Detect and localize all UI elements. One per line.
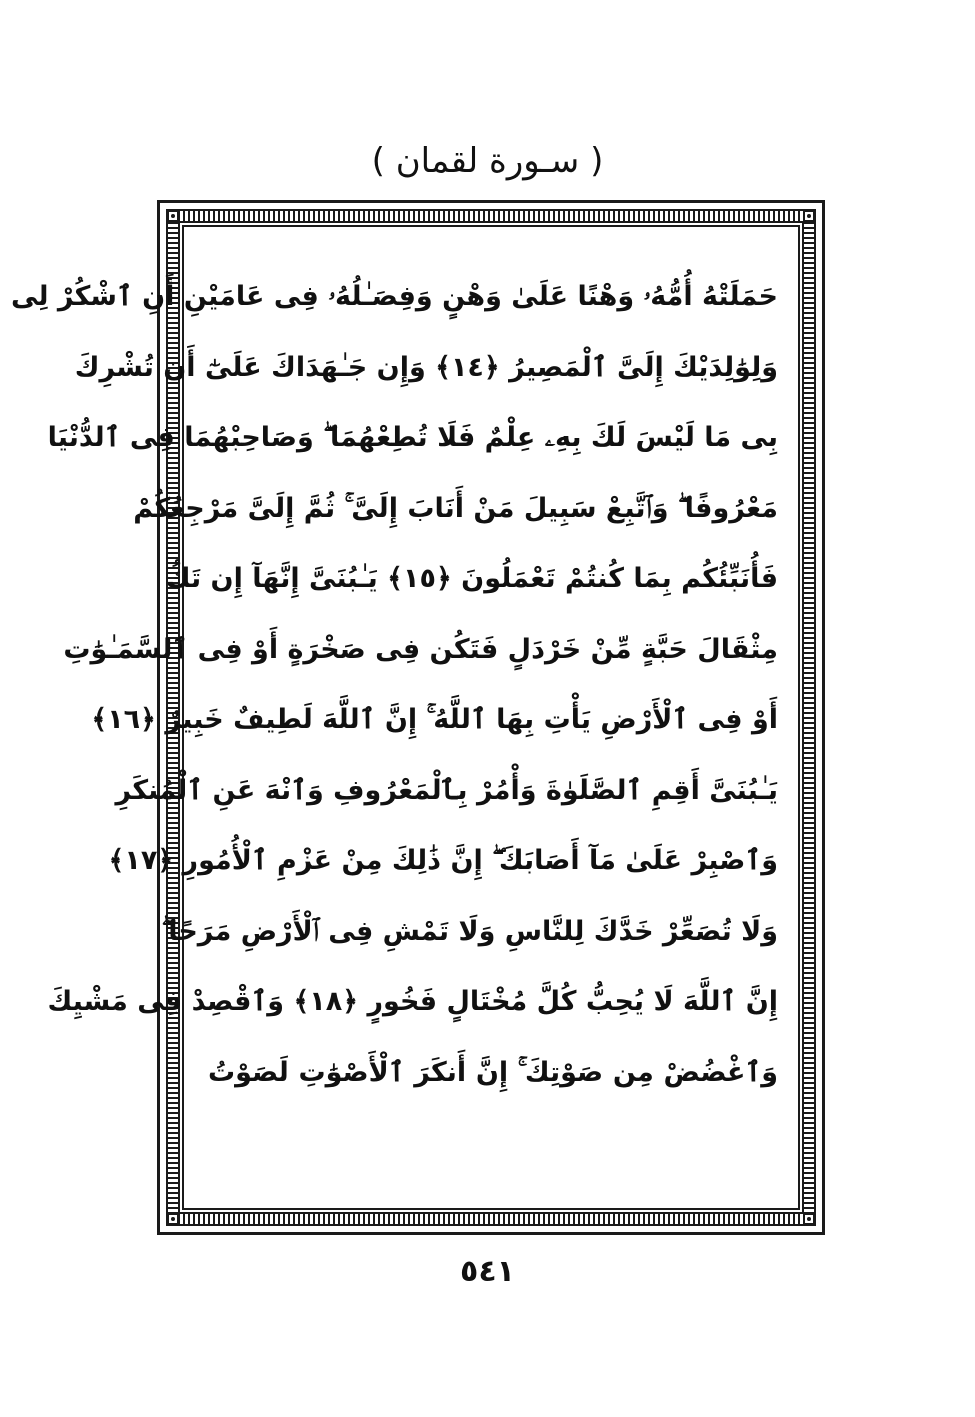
verse-line: مِثْقَالَ حَبَّةٍ مِّنْ خَرْدَلٍ فَتَكُن فِى صَخْرَةٍ أَوْ فِى ٱلسَّمَـٰوَٰتِ — [63, 633, 778, 665]
verse-line: مَعْرُوفًا ۖ وَٱتَّبِعْ سَبِيلَ مَنْ أَنَابَ إِلَىَّ ۚ ثُمَّ إِلَىَّ مَرْجِعُكُمْ — [133, 492, 778, 524]
verse-line: أَوْ فِى ٱلْأَرْضِ يَأْتِ بِهَا ٱللَّهُ ۚ إِنَّ ٱللَّهَ لَطِيفٌ خَبِيرٌ ﴿١٦﴾ — [91, 704, 778, 735]
verse-line: حَمَلَتْهُ أُمُّهُۥ وَهْنًا عَلَىٰ وَهْنٍ وَفِصَـٰلُهُۥ فِى عَامَيْنِ أَنِ ٱشْكُرْ لِى — [11, 281, 778, 312]
verse-line: وَٱصْبِرْ عَلَىٰ مَآ أَصَابَكَ ۖ إِنَّ ذَٰلِكَ مِنْ عَزْمِ ٱلْأُمُورِ ﴿١٧﴾ — [108, 845, 778, 876]
verse-line: وَٱغْضُضْ مِن صَوْتِكَ ۚ إِنَّ أَنكَرَ ٱلْأَصْوَٰتِ لَصَوْتُ — [208, 1056, 778, 1088]
page-number: ٥٤١ — [460, 1254, 515, 1289]
verse-line: بِى مَا لَيْسَ لَكَ بِهِۦ عِلْمٌ فَلَا تُطِعْهُمَا ۖ وَصَاحِبْهُمَا فِى ٱلدُّنْيَا — [47, 422, 778, 453]
verse-line: يَـٰبُنَىَّ أَقِمِ ٱلصَّلَوٰةَ وَأْمُرْ بِٱلْمَعْرُوفِ وَٱنْهَ عَنِ ٱلْمُنكَرِ — [115, 774, 778, 806]
verse-text-block — [11, 262, 778, 1182]
corner-ornament-icon — [803, 210, 815, 222]
verse-line: وَلِوَٰلِدَيْكَ إِلَىَّ ٱلْمَصِيرُ ﴿١٤﴾ وَإِن جَـٰهَدَاكَ عَلَىٰٓ أَن تُشْرِكَ — [74, 351, 778, 383]
surah-title: ( سـورة لقمان ) — [371, 141, 604, 181]
corner-ornament-icon — [167, 210, 179, 222]
verse-line: وَلَا تُصَعِّرْ خَدَّكَ لِلنَّاسِ وَلَا تَمْشِ فِى ٱلْأَرْضِ مَرَحًا ۖ — [161, 915, 778, 947]
corner-ornament-icon — [167, 1213, 179, 1225]
corner-ornament-icon — [803, 1213, 815, 1225]
verse-line: فَأُنَبِّئُكُم بِمَا كُنتُمْ تَعْمَلُونَ ﴿١٥﴾ يَـٰبُنَىَّ إِنَّهَآ إِن تَكُ — [165, 563, 778, 594]
ornamental-border-right — [804, 211, 814, 1224]
verse-line: إِنَّ ٱللَّهَ لَا يُحِبُّ كُلَّ مُخْتَالٍ فَخُورٍ ﴿١٨﴾ وَٱقْصِدْ فِى مَشْيِكَ — [47, 986, 778, 1017]
